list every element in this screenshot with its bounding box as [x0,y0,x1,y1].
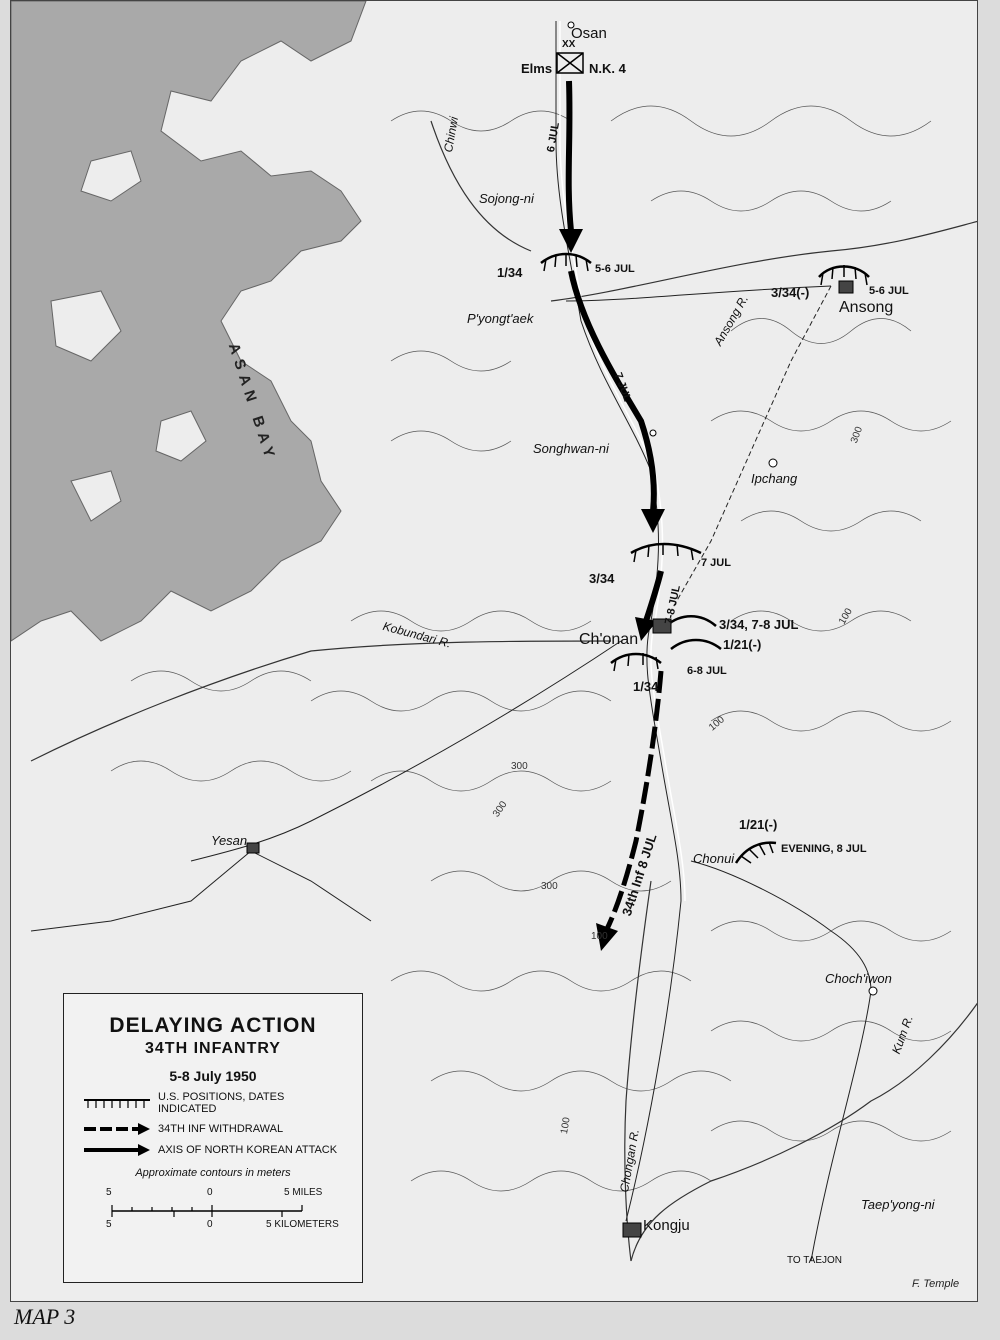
kongju-marker [623,1223,641,1237]
town-label-chonan: Ch'onan [579,631,639,648]
unit-label-3-34-ansong: 3/34(-) [771,285,810,300]
river-label-chinwi: Chinwi [441,115,462,154]
unit-label-evening-8-jul: EVENING, 8 JUL [781,843,867,855]
town-label-ipchang: Ipchang [751,471,798,486]
legend-row-withdrawal [82,1122,344,1136]
legend-contours-note: Approximate contours in meters [135,1167,291,1179]
contour-label-300-east: 300 [849,425,866,445]
withdrawal-arrow-icon [82,1122,152,1136]
songhwanni-marker [650,430,656,436]
town-label-ansong: Ansong [839,299,894,316]
route-label-7-jul: 7 JUL [611,371,634,404]
town-label-songhwanni: Songhwan-ni [533,441,609,456]
contour-label-100-east: 100 [837,606,855,627]
route-label-7-8-jul: 7-8 JUL [663,584,684,626]
ipchang-marker [769,459,777,467]
town-label-osan: Osan [571,25,607,42]
scale-km-zero: 0 [207,1219,213,1230]
contour-label-100-south: 100 [591,931,608,942]
route-label-34th-inf-8-jul: 34th Inf 8 JUL [619,831,660,918]
scale-km-left: 5 [106,1219,112,1230]
river-label-chongan: Chongan R. [617,1127,642,1194]
yesan-marker [247,843,259,853]
legend-label-positions: U.S. POSITIONS, DATES INDICATED [158,1091,285,1115]
river-label-kobundari: Kobundari R. [381,619,453,651]
scale-km-right: 5 KILOMETERS [266,1219,339,1230]
main-highway [556,21,684,901]
unit-label-date-5-6-jul-b: 5-6 JUL [869,285,909,297]
road-yesan [191,641,621,861]
town-label-chochiwon: Choch'iwon [825,971,892,986]
unit-label-elms: Elms [521,61,553,76]
position-symbol-icon [82,1096,152,1110]
map-legend [63,993,363,1283]
scale-miles-zero: 0 [207,1187,213,1198]
unit-label-1-34-south: 1/34 [633,679,659,694]
unit-label-1-21-chonan: 1/21(-) [723,637,762,652]
legend-title: DELAYING ACTION [109,1014,317,1037]
unit-label-division-xx: XX [562,39,576,50]
bay-label-asan: ASAN BAY [224,341,280,466]
unit-label-nk4: N.K. 4 [589,61,626,76]
town-label-taepyongni: Taep'yong-ni [861,1197,935,1212]
scale-miles-right: 5 MILES [284,1187,323,1198]
map-credit: F. Temple [912,1278,960,1290]
road-taejon [811,991,871,1261]
road-ipchang [671,286,831,611]
contour-label-300-south: 300 [541,881,558,892]
town-label-pyongtaek: P'yongt'aek [467,311,534,326]
map-number: MAP 3 [14,1304,76,1329]
legend-row-attack [82,1143,344,1157]
town-label-chonui: Chonui [693,851,735,866]
unit-label-date-7-jul: 7 JUL [701,557,731,569]
river-label-kum: Kum R. [889,1013,916,1056]
position-1-21-chonan [671,640,721,649]
contour-label-100-mid: 100 [707,714,727,734]
contour-label-300-west: 300 [491,799,510,820]
unit-label-3-34-7-8-jul: 3/34, 7-8 JUL [719,617,799,632]
legend-label-withdrawal: 34TH INF WITHDRAWAL [158,1123,284,1135]
contour-label-100-chongan: 100 [559,1116,573,1135]
unit-label-1-21-chonui: 1/21(-) [739,817,778,832]
chochiwon-marker [869,987,877,995]
river-label-ansong: Ansong R. [711,292,752,348]
legend-dates: 5-8 July 1950 [169,1068,257,1084]
legend-subtitle: 34TH INFANTRY [145,1040,281,1057]
town-label-sojongni: Sojong-ni [479,191,534,206]
legend-label-attack: AXIS OF NORTH KOREAN ATTACK [158,1144,338,1156]
unit-label-date-6-8-jul: 6-8 JUL [687,665,727,677]
route-label-6-jul: 6 JUL [545,121,563,154]
unit-label-1-34-north: 1/34 [497,265,523,280]
road-label-to-taejon: TO TAEJON [787,1255,843,1266]
position-1-34-south [611,654,661,663]
town-label-yesan: Yesan [211,833,248,848]
unit-label-3-34-north: 3/34 [589,571,615,586]
ansong-marker [839,281,853,293]
chongan-river [625,881,651,1261]
nk-attack-axis [569,81,661,621]
town-label-kongju: Kongju [643,1217,690,1234]
scale-miles-left: 5 [106,1187,112,1198]
legend-row-positions [82,1091,344,1115]
unit-label-date-5-6-jul-a: 5-6 JUL [595,263,635,275]
contour-label-300-mid: 300 [511,761,528,772]
map-frame [10,0,978,1302]
scale-bar [82,1187,344,1247]
kobundari-river [31,641,611,761]
attack-arrow-icon [82,1143,152,1157]
